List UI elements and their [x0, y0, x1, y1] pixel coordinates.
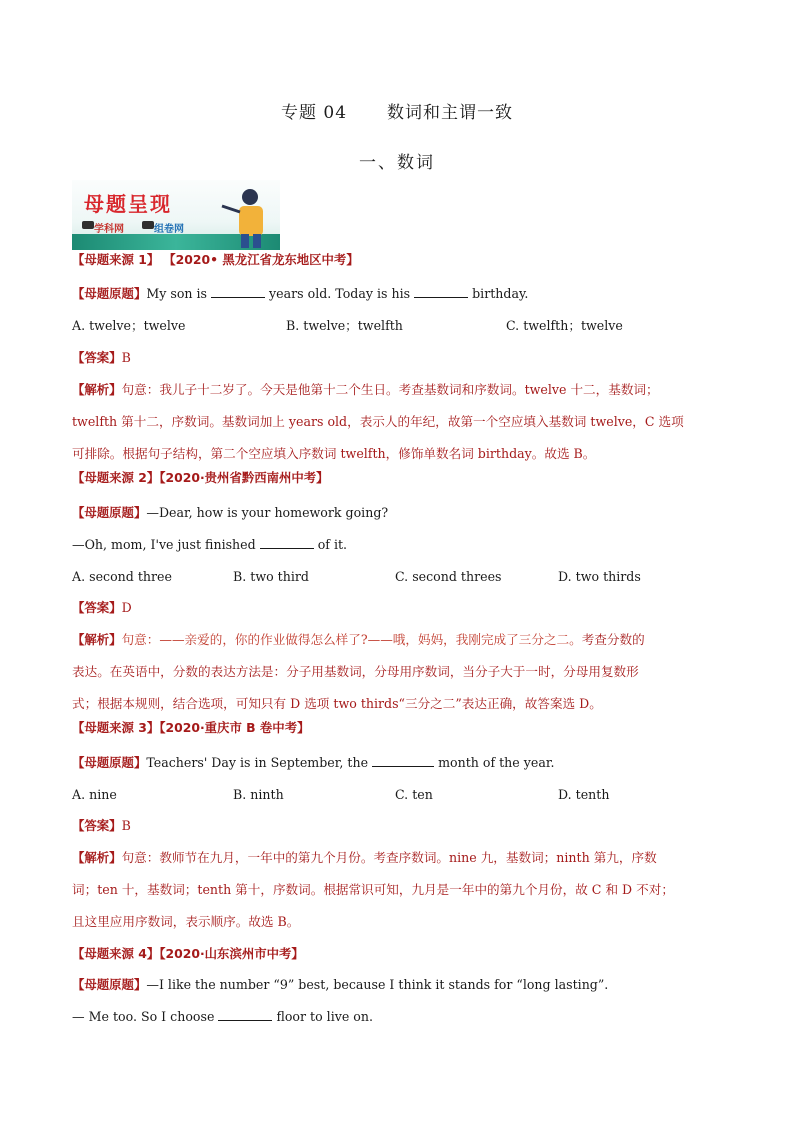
q1-analysis-line: 可排除。根据句子结构，第二个空应填入序数词 twelfth，修饰单数名词 birthday。故选 B。	[72, 446, 596, 461]
q2-option-b: B. two third	[233, 569, 309, 584]
answer-blank	[260, 537, 314, 549]
q3-analysis-line: 且这里应用序数词，表示顺序。故选 B。	[72, 914, 300, 929]
answer-blank	[218, 1009, 272, 1021]
answer-blank	[372, 755, 434, 767]
q2-option-d: D. two thirds	[558, 569, 641, 584]
q2-analysis-line: 式；根据本规则，结合选项，可知只有 D 选项 two thirds“三分之二”表达正确，故答案选 D。	[72, 696, 602, 711]
q1-source: 【母题来源 1】 【2020• 黑龙江省龙东地区中考】	[72, 252, 359, 267]
answer-blank	[414, 286, 468, 298]
q2-option-a: A. second three	[72, 569, 172, 584]
q1-analysis-line: twelfth 第十二，序数词。基数词加上 years old，表示人的年纪，故第一个空应填入基数词 twelve，C 选项	[72, 414, 684, 429]
q2-stem-line2: —Oh, mom, I've just finished of it.	[72, 537, 348, 552]
grad-cap-icon	[142, 221, 154, 229]
q2-option-c: C. second threes	[395, 569, 502, 584]
grad-cap-icon	[82, 221, 94, 229]
q2-analysis-line: 表达。在英语中，分数的表达方法是：分子用基数词，分母用序数词，当分子大于一时，分母用复数形	[72, 664, 639, 679]
q3-option-d: D. tenth	[558, 787, 610, 802]
q4-stem-line2: — Me too. So I choose floor to live on.	[72, 1009, 373, 1024]
q2-stem: 【母题原题】—Dear, how is your homework going?	[72, 505, 389, 520]
q2-source: 【母题来源 2】【2020·贵州省黔西南州中考】	[72, 470, 329, 485]
q3-option-a: A. nine	[72, 787, 117, 802]
zujuanwang-logo: 组卷网	[154, 224, 184, 235]
q3-answer: 【答案】B	[72, 818, 131, 833]
q2-analysis-line: 【解析】句意：——亲爱的，你的作业做得怎么样了?——哦，妈妈，我刚完成了三分之二。考查分数的	[72, 632, 645, 647]
teacher-figure-icon	[220, 186, 272, 248]
q3-analysis-line: 【解析】句意：教师节在九月，一年中的第九个月份。考查序数词。nine 九，基数词；ninth 第九，序数	[72, 850, 657, 865]
q3-stem: 【母题原题】Teachers' Day is in September, the month of the year.	[72, 755, 555, 770]
q3-option-c: C. ten	[395, 787, 433, 802]
q1-answer: 【答案】B	[72, 350, 131, 365]
q3-option-b: B. ninth	[233, 787, 284, 802]
q1-analysis-line: 【解析】句意：我儿子十二岁了。今天是他第十二个生日。考查基数词和序数词。twelve 十二，基数词；	[72, 382, 659, 397]
q3-source: 【母题来源 3】【2020·重庆市 B 卷中考】	[72, 720, 310, 735]
section-banner-image	[72, 180, 280, 250]
q2-answer: 【答案】D	[72, 600, 132, 615]
q1-stem: 【母题原题】My son is years old. Today is his birthday.	[72, 286, 529, 301]
title-topic-number: 专题 04	[280, 103, 348, 123]
page-title	[0, 98, 794, 123]
q4-stem: 【母题原题】—I like the number “9” best, because I think it stands for “long lasting”.	[72, 977, 609, 992]
q1-option-c: C. twelfth；twelve	[506, 318, 623, 333]
xuekewang-logo: 学科网	[94, 224, 124, 235]
q1-option-b: B. twelve；twelfth	[286, 318, 403, 333]
q3-analysis-line: 词；ten 十，基数词；tenth 第十，序数词。根据常识可知，九月是一年中的第九个月份，故 C 和 D 不对；	[72, 882, 674, 897]
q4-source: 【母题来源 4】【2020·山东滨州市中考】	[72, 946, 304, 961]
answer-blank	[211, 286, 265, 298]
q1-option-a: A. twelve；twelve	[72, 318, 186, 333]
banner-heading: 母题呈现	[84, 192, 172, 216]
section-heading: 一、数词	[359, 153, 435, 173]
title-topic-name: 数词和主谓一致	[387, 103, 514, 123]
